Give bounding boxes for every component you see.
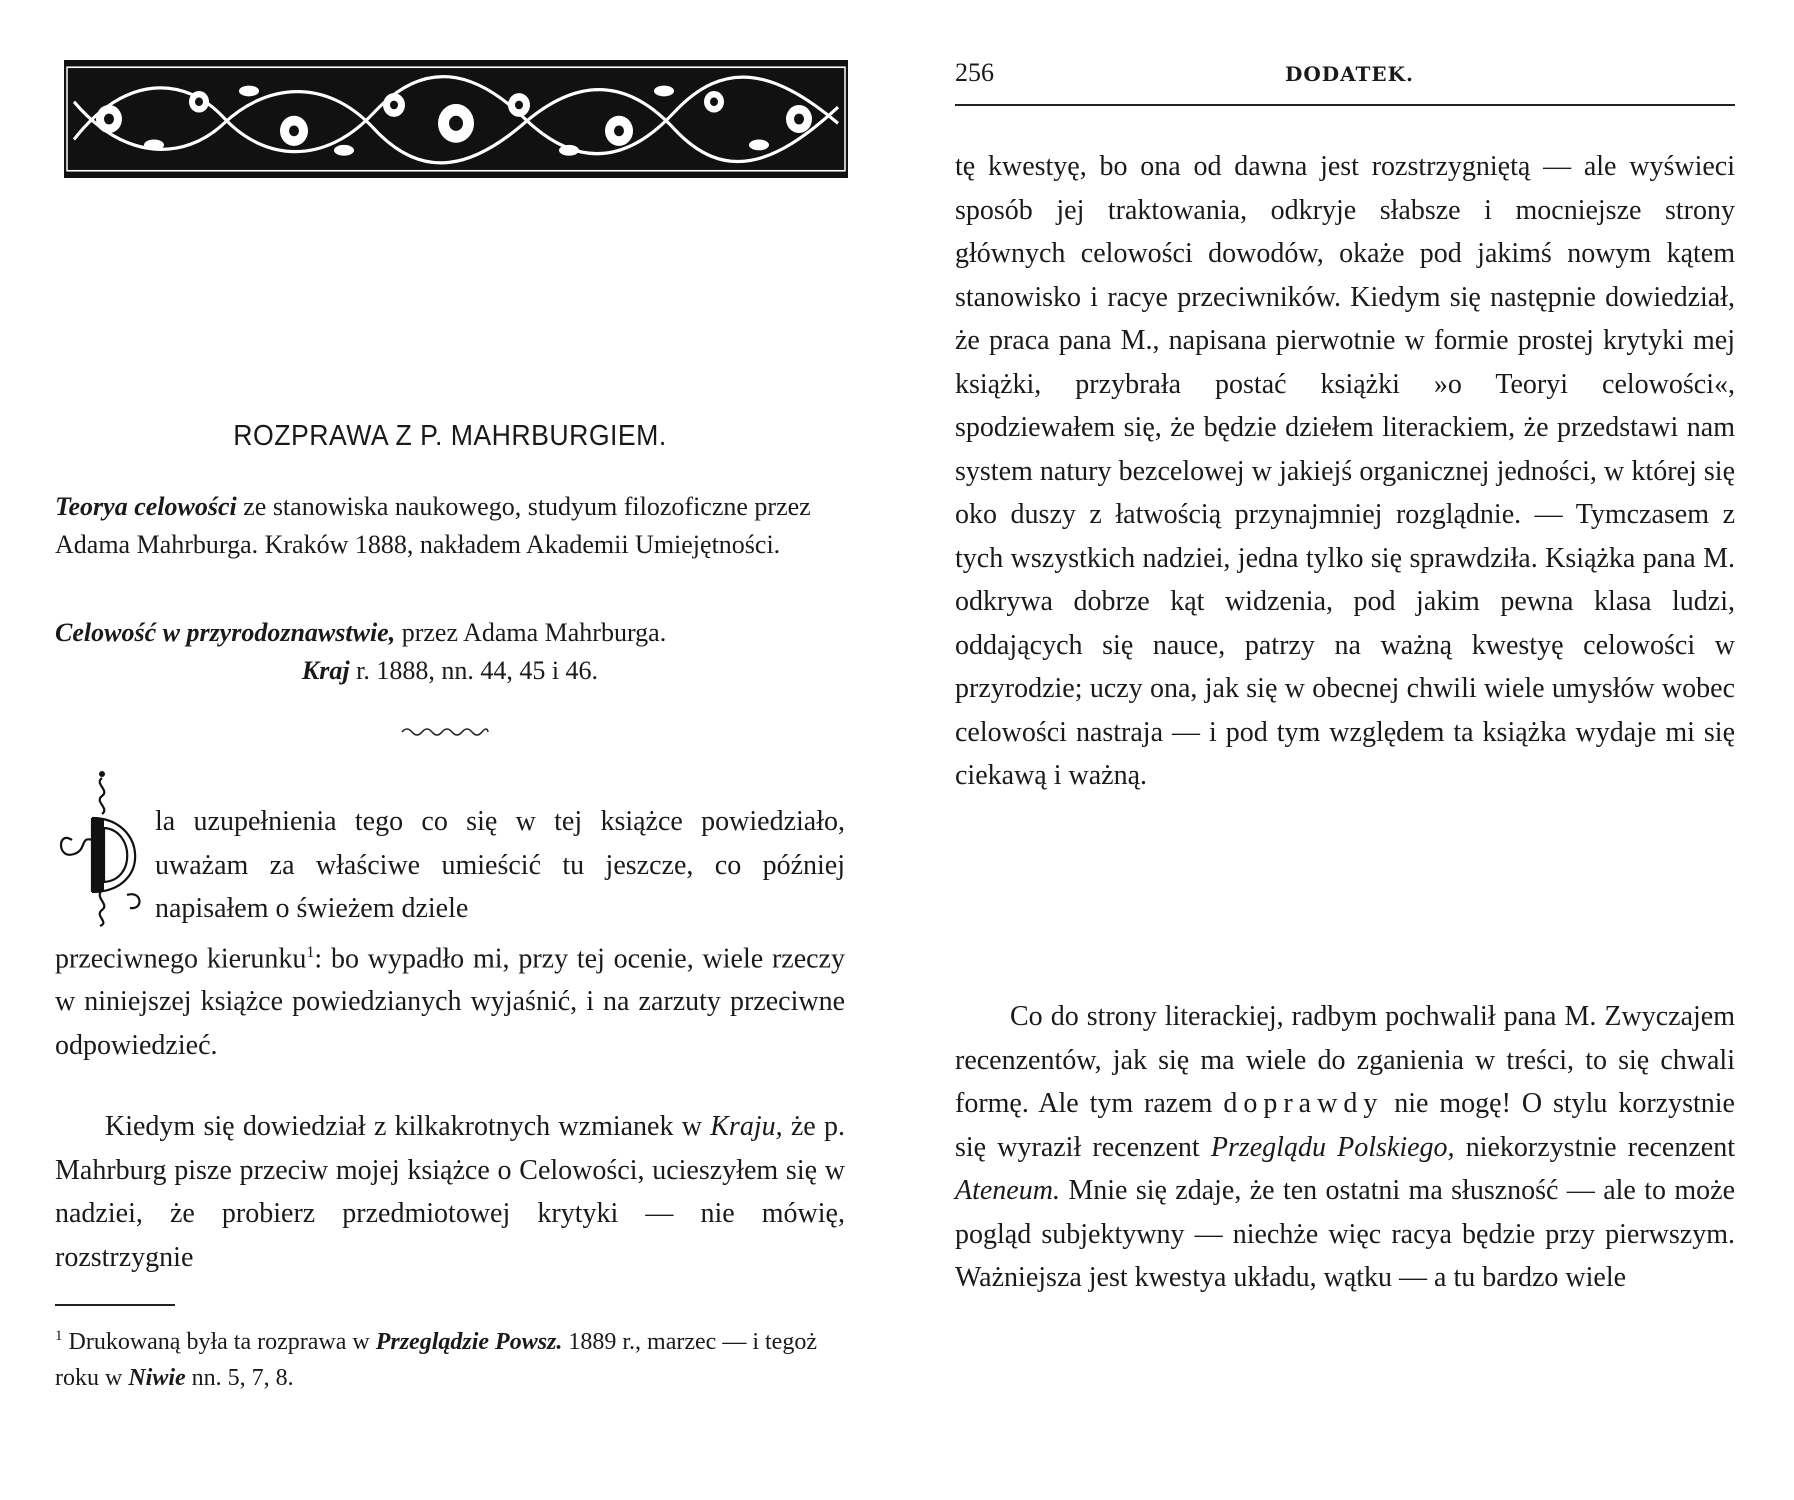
bibliography-entry-1 [55,488,845,564]
bib-text-1: ze stanowiska naukowego, studyum filozoficzne przez Adama Mahrburga. Kraków 1888, nakładem Akademii Umiejętności. [55,492,811,559]
page-number: 256 [955,58,994,87]
ornamental-headpiece [64,60,848,178]
header-rule [955,104,1735,106]
squiggle-divider-icon [400,725,490,739]
footnote-marker[interactable]: 1 [306,943,315,961]
right-paragraph-1: tę kwestyę, bo ona od dawna jest rozstrzygniętą — ale wyświeci sposób jej traktowania, odkryje słabsze i mocniejsze strony głównych celowości dowodów, okaże pod jakimś nowym kątem stanowisko i racye przeciwników. Kiedym się następnie dowiedział, że praca pana M., napisana pierwotnie w formie prostej krytyki mej książki, przybrała postać książki »o Teoryi celowości«, spodziewałem się, że będzie dziełem literackiem, że przedstawi nam system natury bezcelowej w jakiejś organicznej jedności, w której się oko duszy z łatwością przynajmniej rozglądnie. — Tymczasem z tych wszystkich nadziei, jedna tylko się sprawdziła. Książka pana M. odkrywa dobrze kąt widzenia, pod jakim pewna klasa ludzi, oddających się nauce, patrzy na ważną kwestyę celowości w przyrodzie; uczy ona, jak się w obecnej chwili wiele umysłów wobec celowości nastraja — i pod tym względem ta książka wydaje mi się ciekawą i ważną. [955,151,1735,791]
paragraph-1-indented: la uzupełnienia tego co się w tej książce powiedziało, uważam za właściwe umieścić tu jeszcze, co później napisałem o świeżem dziele [155,806,845,924]
journal-ateneum: Ateneum. [955,1175,1060,1206]
paragraph-2-italic: Kraju, [710,1111,783,1142]
chapter-title: ROZPRAWA Z P. MAHRBURGIEM. [233,420,667,452]
right-paragraph-2-c: niekorzystnie recenzent [1454,1131,1735,1163]
right-paragraph-2-d: Mnie się zdaje, że ten ostatni ma słuszność — ale to może pogląd subjektywny — niechże więc racya będzie przy pierwszym. Ważniejsza jest kwestya układu, wątku — a tu bardzo wiele [955,1175,1735,1293]
bib-title-2: Celowość w przyrodoznawstwie, [55,618,396,647]
footnote-end: nn. 5, 7, 8. [185,1365,294,1391]
paragraph-1 [55,800,845,1067]
right-paragraph-2-b: nie mogę! O stylu korzystnie się wyraził recenzent [955,1088,1735,1163]
bib-title-1: Teorya celowości [55,492,237,521]
paragraph-1-rest: : bo wypadło mi, przy tej ocenie, wiele rzeczy w niniejszej książce powiedzianych wyjaśnić, i na zarzuty przeciwne odpowiedzieć. [55,942,845,1061]
footnote-number: 1 [55,1328,63,1344]
paragraph-2-rest: że p. Mahrburg pisze przeciw mojej książce o Celowości, ucieszyłem się w nadziei, że probierz przedmiotowej krytyki — nie mówię, rozstrzygnie [55,1111,845,1273]
paragraph-2 [55,1105,845,1279]
journal-przeglad: Przeglądu Polskiego, [1210,1131,1455,1163]
bib-text-2: przez Adama Mahrburga. [395,618,667,647]
paragraph-1-rest-start: przeciwnego kierunku [55,942,307,974]
bib-entry-2-line-1 [55,614,845,652]
bib-entry-2-line-2 [55,652,845,690]
floral-ornament-icon [64,64,848,174]
footnote-rule [55,1304,175,1306]
running-head: DODATEK. [1285,62,1415,86]
footnote-start: Drukowaną była ta rozprawa w [62,1329,376,1355]
bibliography-entry-2 [55,614,845,690]
right-page [897,0,1794,1500]
footnote [55,1318,845,1396]
footnote-journal-1: Przeglądzie Powsz. [375,1329,563,1355]
spaced-emphasis: doprawdy [1223,1088,1384,1119]
running-header [955,58,1735,98]
footnote-journal-2: Niwie [128,1365,186,1391]
paragraph-2-start: Kiedym się dowiedział z kilkakrotnych wzmianek w [105,1111,711,1142]
bib-journal: Kraj [301,656,350,685]
right-paragraph-2 [955,995,1735,1300]
footnote-mid: 1889 r., marzec — i tegoż roku w [55,1329,817,1391]
bib-journal-issue: r. 1888, nn. 44, 45 i 46. [349,656,599,685]
right-paragraph-2-a: Co do strony literackiej, radbym pochwalił pana M. Zwyczajem recenzentów, jak się ma wiele do zganienia w treści, to się chwali formę. Ale tym razem [955,1001,1735,1119]
